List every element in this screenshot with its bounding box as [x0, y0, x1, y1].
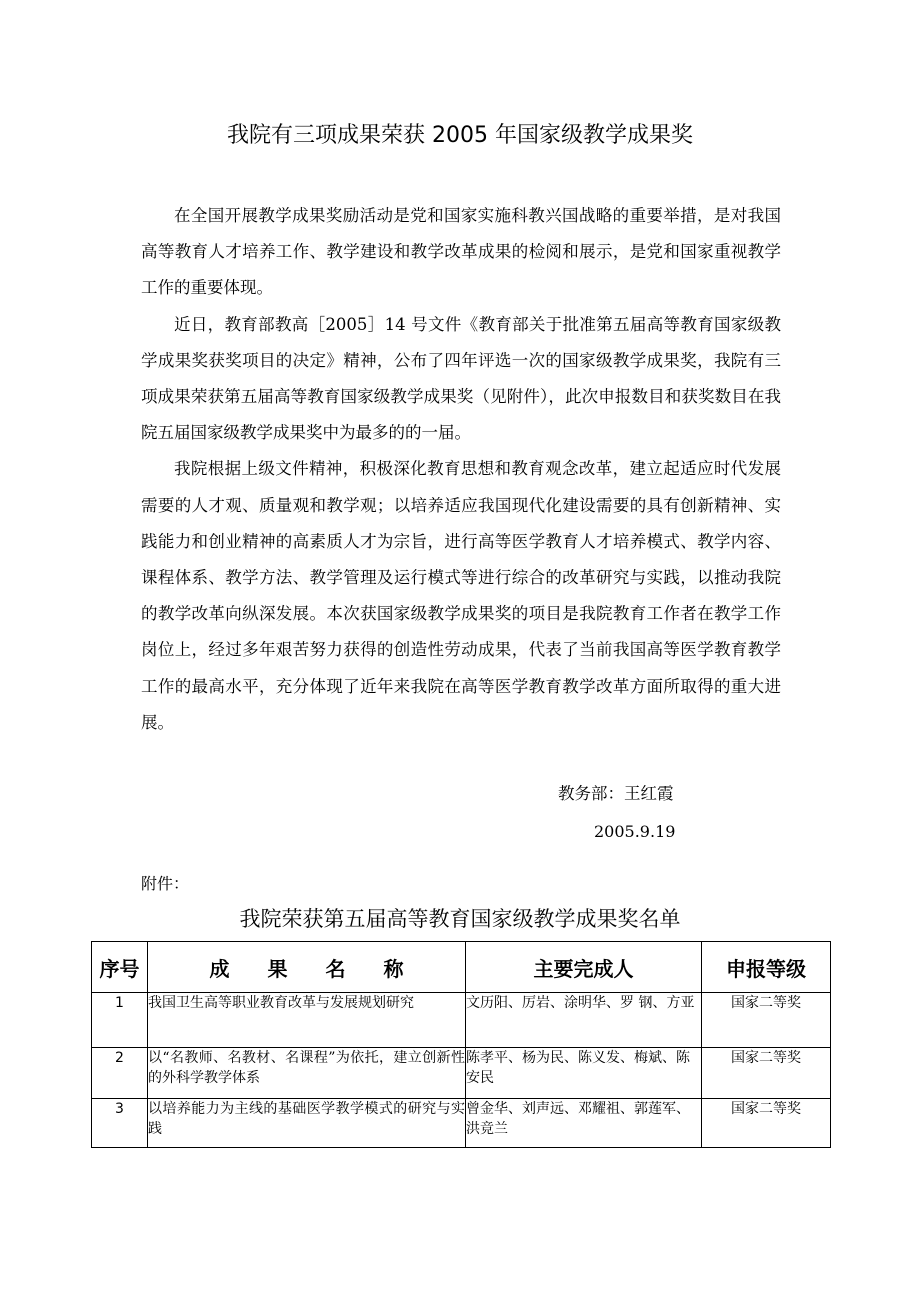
row-num: 2 — [92, 1048, 148, 1099]
paragraph: 我院根据上级文件精神，积极深化教育思想和教育观念改革，建立起适应时代发展需要的人才观、质量观和教学观；以培养适应我国现代化建设需要的具有创新精神、实践能力和创业精神的高素质人才为宗旨，进行高等医学教育人才培养模式、教学内容、课程体系、教学方法、教学管理及运行模式等进行综合的改革研究与实践，以推动我院的教学改革向纵深发展。本次获国家级教学成果奖的项目是我院教育工作者在教学工作岗位上，经过多年艰苦努力获得的创造性劳动成果，代表了当前我国高等医学教育教学工作的最高水平，充分体现了近年来我院在高等医学教育教学改革方面所取得的重大进展。 — [141, 459, 781, 732]
row-authors: 文历阳、厉岩、涂明华、罗 钢、方亚 — [466, 993, 702, 1048]
row-authors: 曾金华、刘声远、邓耀祖、郭莲军、洪竞兰 — [466, 1099, 702, 1148]
article-body — [141, 198, 781, 741]
header-project — [148, 942, 466, 993]
table-row — [92, 993, 831, 1048]
row-num: 3 — [92, 1099, 148, 1148]
paragraph: 近日，教育部教高［2005］14 号文件《教育部关于批准第五届高等教育国家级教学成果奖获奖项目的决定》精神，公布了四年评选一次的国家级教学成果奖，我院有三项成果荣获第五届高等教育国家级教学成果奖（见附件），此次申报数目和获奖数目在我院五届国家级教学成果奖中为最多的的一届。 — [141, 314, 781, 443]
award-table — [91, 941, 831, 1148]
table-header-row — [92, 942, 831, 993]
page-title: 我院有三项成果荣获 2005 年国家级教学成果奖 — [227, 123, 693, 148]
table-row — [92, 1099, 831, 1148]
row-project: 以“名教师、名教材、名课程”为依托，建立创新性的外科学教学体系 — [148, 1048, 466, 1099]
paragraph: 在全国开展教学成果奖励活动是党和国家实施科教兴国战略的重要举措，是对我国高等教育人才培养工作、教学建设和教学改革成果的检阅和展示，是党和国家重视教学工作的重要体现。 — [141, 206, 781, 298]
header-project-label: 成果名称 — [209, 956, 442, 981]
header-level: 申报等级 — [702, 942, 831, 993]
row-authors: 陈孝平、杨为民、陈义发、梅斌、陈安民 — [466, 1048, 702, 1099]
attachment-label: 附件： — [141, 874, 190, 893]
header-authors: 主要完成人 — [466, 942, 702, 993]
row-level: 国家二等奖 — [702, 1048, 831, 1099]
table-row — [92, 1048, 831, 1099]
row-project: 以培养能力为主线的基础医学教学模式的研究与实践 — [148, 1099, 466, 1148]
signature-date: 2005.9.19 — [594, 822, 676, 841]
signature: 教务部：王红霞 — [558, 784, 674, 803]
row-level: 国家二等奖 — [702, 993, 831, 1048]
row-num: 1 — [92, 993, 148, 1048]
row-project: 我国卫生高等职业教育改革与发展规划研究 — [148, 993, 466, 1048]
award-list-title: 我院荣获第五届高等教育国家级教学成果奖名单 — [239, 907, 681, 931]
row-level: 国家二等奖 — [702, 1099, 831, 1148]
header-num: 序号 — [92, 942, 148, 993]
